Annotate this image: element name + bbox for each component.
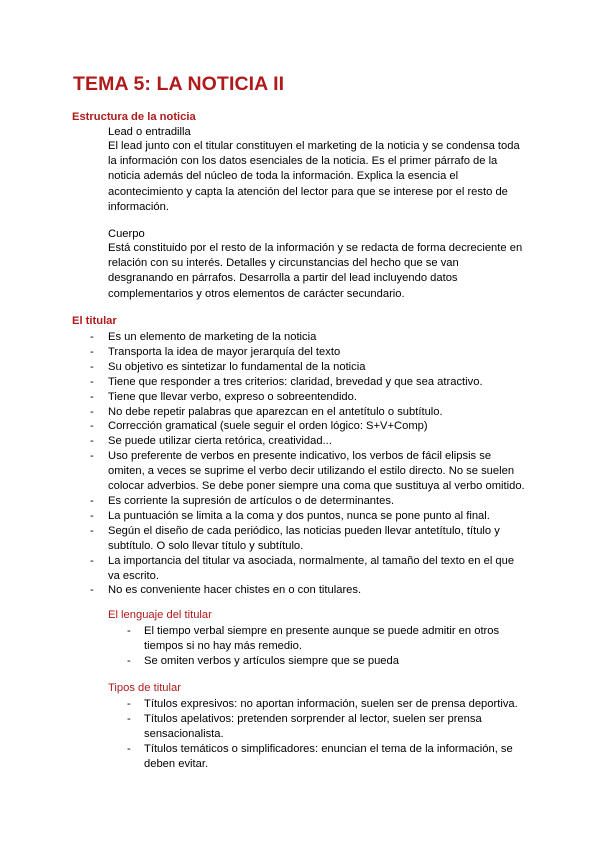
list-item: - Títulos expresivos: no aportan información, suelen ser de prensa deportiva. bbox=[144, 697, 528, 712]
list-item: - Tiene que responder a tres criterios: claridad, brevedad y que sea atractivo. bbox=[108, 375, 528, 390]
list-item: - Corrección gramatical (suele seguir el orden lógico: S+V+Comp) bbox=[108, 419, 528, 434]
tipos-list bbox=[144, 697, 528, 772]
list-item: - El tiempo verbal siempre en presente aunque se puede admitir en otros tiempos si no hay más remedio. bbox=[144, 624, 528, 654]
list-item: - No es conveniente hacer chistes en o con titulares. bbox=[108, 583, 528, 598]
page-title: TEMA 5: LA NOTICIA II bbox=[73, 73, 285, 95]
lenguaje-list bbox=[144, 624, 528, 669]
list-item: - Se omiten verbos y artículos siempre que se pueda bbox=[144, 654, 528, 669]
list-item: - Es un elemento de marketing de la noticia bbox=[108, 330, 528, 345]
subsection-heading-tipos: Tipos de titular bbox=[108, 682, 181, 694]
list-item: - Títulos temáticos o simplificadores: enuncian el tema de la información, se deben evitar. bbox=[144, 742, 528, 772]
titular-list bbox=[108, 330, 528, 598]
list-item: - Es corriente la supresión de artículos o de determinantes. bbox=[108, 494, 528, 509]
list-item: - La puntuación se limita a la coma y dos puntos, nunca se pone punto al final. bbox=[108, 509, 528, 524]
lead-label: Lead o entradilla bbox=[108, 126, 191, 138]
list-item: - Transporta la idea de mayor jerarquía del texto bbox=[108, 345, 528, 360]
cuerpo-label: Cuerpo bbox=[108, 228, 145, 240]
section-heading-estructura: Estructura de la noticia bbox=[72, 111, 196, 123]
list-item: - Su objetivo es sintetizar lo fundamental de la noticia bbox=[108, 360, 528, 375]
list-item: - Títulos apelativos: pretenden sorprender al lector, suelen ser prensa sensacionalista. bbox=[144, 712, 528, 742]
list-item: - Tiene que llevar verbo, expreso o sobreentendido. bbox=[108, 390, 528, 405]
subsection-heading-lenguaje: El lenguaje del titular bbox=[108, 609, 212, 621]
list-item: - Se puede utilizar cierta retórica, creatividad... bbox=[108, 434, 528, 449]
list-item: - Uso preferente de verbos en presente indicativo, los verbos de fácil elipsis se omiten, a veces se suprime el verbo decir utilizando el estilo directo. No se suelen colocar adverbios. Se debe poner siempre una coma que sustituya al verbo omitido. bbox=[108, 449, 528, 494]
cuerpo-paragraph: Está constituido por el resto de la información y se redacta de forma decreciente en relación con su interés. Detalles y circunstancias del hecho que se van desgranando en párrafos. Desarrolla a partir del lead incluyendo datos complementarios y otros elementos de carácter secundario. bbox=[108, 242, 523, 300]
list-item: - Según el diseño de cada periódico, las noticias pueden llevar antetítulo, título y subtítulo. O solo llevar título y subtítulo. bbox=[108, 524, 528, 554]
lead-paragraph: El lead junto con el titular constituyen el marketing de la noticia y se condensa toda la información con los datos esenciales de la noticia. Es el primer párrafo de la noticia además del núcleo de toda la información. Explica la esencia el acontecimiento y capta la atención del lector para que se interese por el resto de información. bbox=[108, 140, 520, 213]
list-item: - No debe repetir palabras que aparezcan en el antetítulo o subtítulo. bbox=[108, 405, 528, 420]
list-item: - La importancia del titular va asociada, normalmente, al tamaño del texto en el que va escrito. bbox=[108, 554, 528, 584]
section-heading-titular: El titular bbox=[72, 315, 117, 327]
